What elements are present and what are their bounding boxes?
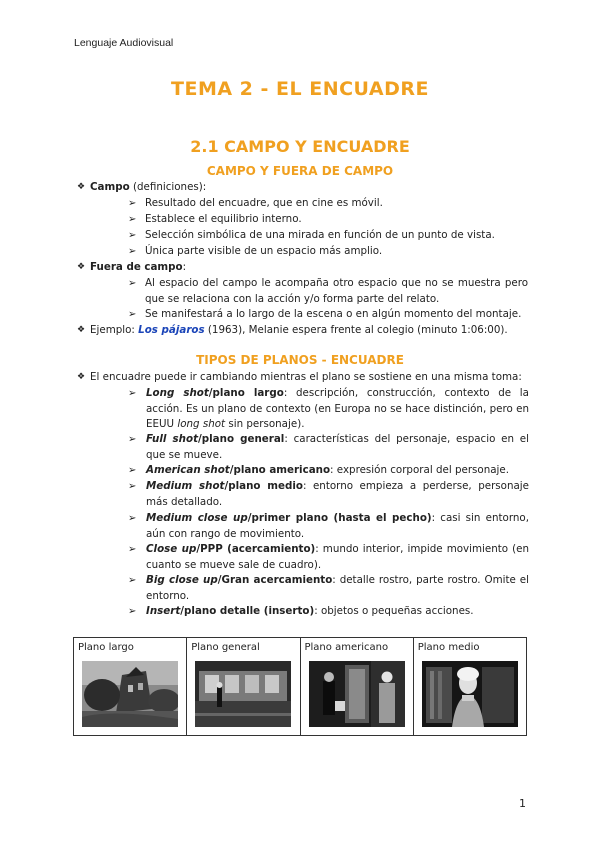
- cell-header: Plano general: [191, 642, 260, 653]
- arrow-bullet-icon: ➢: [128, 230, 137, 241]
- list-item: ➢ Medium close up/primer plano (hasta el pecho): casi sin entorno, aún con rango de movimiento.: [128, 512, 529, 540]
- arrow-bullet-icon: ➢: [128, 434, 137, 445]
- section-heading: 2.1 CAMPO Y ENCUADRE: [190, 137, 410, 156]
- american-shot-still: [309, 661, 405, 727]
- campo-term: Campo: [90, 181, 130, 193]
- document-header: Lenguaje Audiovisual: [74, 37, 174, 49]
- diamond-bullet-icon: ❖: [77, 372, 86, 382]
- list-item: ➢ Resultado del encuadre, que en cine es móvil.: [145, 196, 528, 212]
- table-cell: [413, 638, 526, 736]
- arrow-bullet-icon: ➢: [128, 544, 137, 555]
- section-subheading: CAMPO Y FUERA DE CAMPO: [206, 164, 394, 178]
- list-item: ➢ Insert/plano detalle (inserto): objetos o pequeñas acciones.: [146, 604, 529, 620]
- list-item: ➢ American shot/plano americano: expresión corporal del personaje.: [146, 463, 529, 479]
- campo-bullet: [77, 180, 207, 196]
- tipos-intro: ❖ El encuadre puede ir cambiando mientras el plano se sostiene en una misma toma:: [90, 370, 522, 386]
- cell-header: Plano americano: [304, 642, 389, 653]
- list-item: ➢ Se manifestará a lo largo de la escena o en algún momento del montaje.: [145, 307, 528, 323]
- page-title: TEMA 2 - EL ENCUADRE: [171, 78, 429, 100]
- fuera-note: :: [182, 261, 187, 273]
- arrow-bullet-icon: ➢: [128, 481, 137, 492]
- diamond-bullet-icon: ❖: [77, 262, 86, 272]
- arrow-bullet-icon: ➢: [128, 214, 137, 225]
- page-number: 1: [519, 797, 526, 810]
- list-item: ➢ Close up/PPP (acercamiento): mundo interior, impide movimiento (en cuanto se mueve sale de cuadro).: [128, 543, 529, 571]
- ejemplo-bullet: ❖ Ejemplo: Los pájaros (1963), Melanie espera frente al colegio (minuto 1:06:00).: [90, 323, 508, 339]
- arrow-bullet-icon: ➢: [128, 465, 137, 476]
- arrow-bullet-icon: ➢: [128, 246, 137, 257]
- list-item: ➢ Medium shot/plano medio: entorno empieza a perderse, personaje más detallado.: [128, 480, 529, 508]
- list-item: ➢ Única parte visible de un espacio más amplio.: [145, 244, 528, 260]
- list-item: ➢ Establece el equilibrio interno.: [145, 212, 528, 228]
- diamond-bullet-icon: ❖: [77, 182, 86, 192]
- fuera-bullet: [77, 260, 187, 276]
- table-cell: [300, 638, 413, 736]
- arrow-bullet-icon: ➢: [128, 388, 137, 399]
- list-item: ➢ Big close up/Gran acercamiento: detalle rostro, parte rostro. Omite el entorno.: [128, 574, 529, 602]
- fuera-term: Fuera de campo: [90, 261, 183, 273]
- arrow-bullet-icon: ➢: [128, 198, 137, 209]
- long-shot-still: [82, 661, 178, 727]
- campo-note: (definiciones):: [129, 181, 207, 193]
- list-item: ➢ Full shot/plano general: características del personaje, espacio en el que se mueve.: [128, 433, 529, 461]
- medium-shot-still: [422, 661, 518, 727]
- arrow-bullet-icon: ➢: [128, 309, 137, 320]
- table-cell: [187, 638, 300, 736]
- list-item: ➢ Selección simbólica de una mirada en función de un punto de vista.: [145, 228, 528, 244]
- film-link[interactable]: Los pájaros: [138, 324, 205, 336]
- table-cell: [74, 638, 187, 736]
- cell-header: Plano largo: [78, 642, 134, 653]
- list-item: ➢ Long shot/plano largo: descripción, construcción, contexto de la acción. Es un plano de contexto (en Europa no se hace distinción, pero en EEUU long shot sin personaje).: [128, 387, 529, 430]
- tipos-heading: TIPOS DE PLANOS - ENCUADRE: [196, 353, 404, 367]
- cell-header: Plano medio: [417, 642, 480, 653]
- shot-types-table: [73, 637, 527, 736]
- diamond-bullet-icon: ❖: [77, 325, 86, 335]
- arrow-bullet-icon: ➢: [128, 606, 137, 617]
- arrow-bullet-icon: ➢: [128, 513, 137, 524]
- full-shot-still: [195, 661, 291, 727]
- arrow-bullet-icon: ➢: [128, 278, 137, 289]
- list-item: ➢ Al espacio del campo le acompaña otro espacio que no se muestra pero que se relaciona con la acción y/o forma parte del relato.: [128, 277, 528, 305]
- arrow-bullet-icon: ➢: [128, 575, 137, 586]
